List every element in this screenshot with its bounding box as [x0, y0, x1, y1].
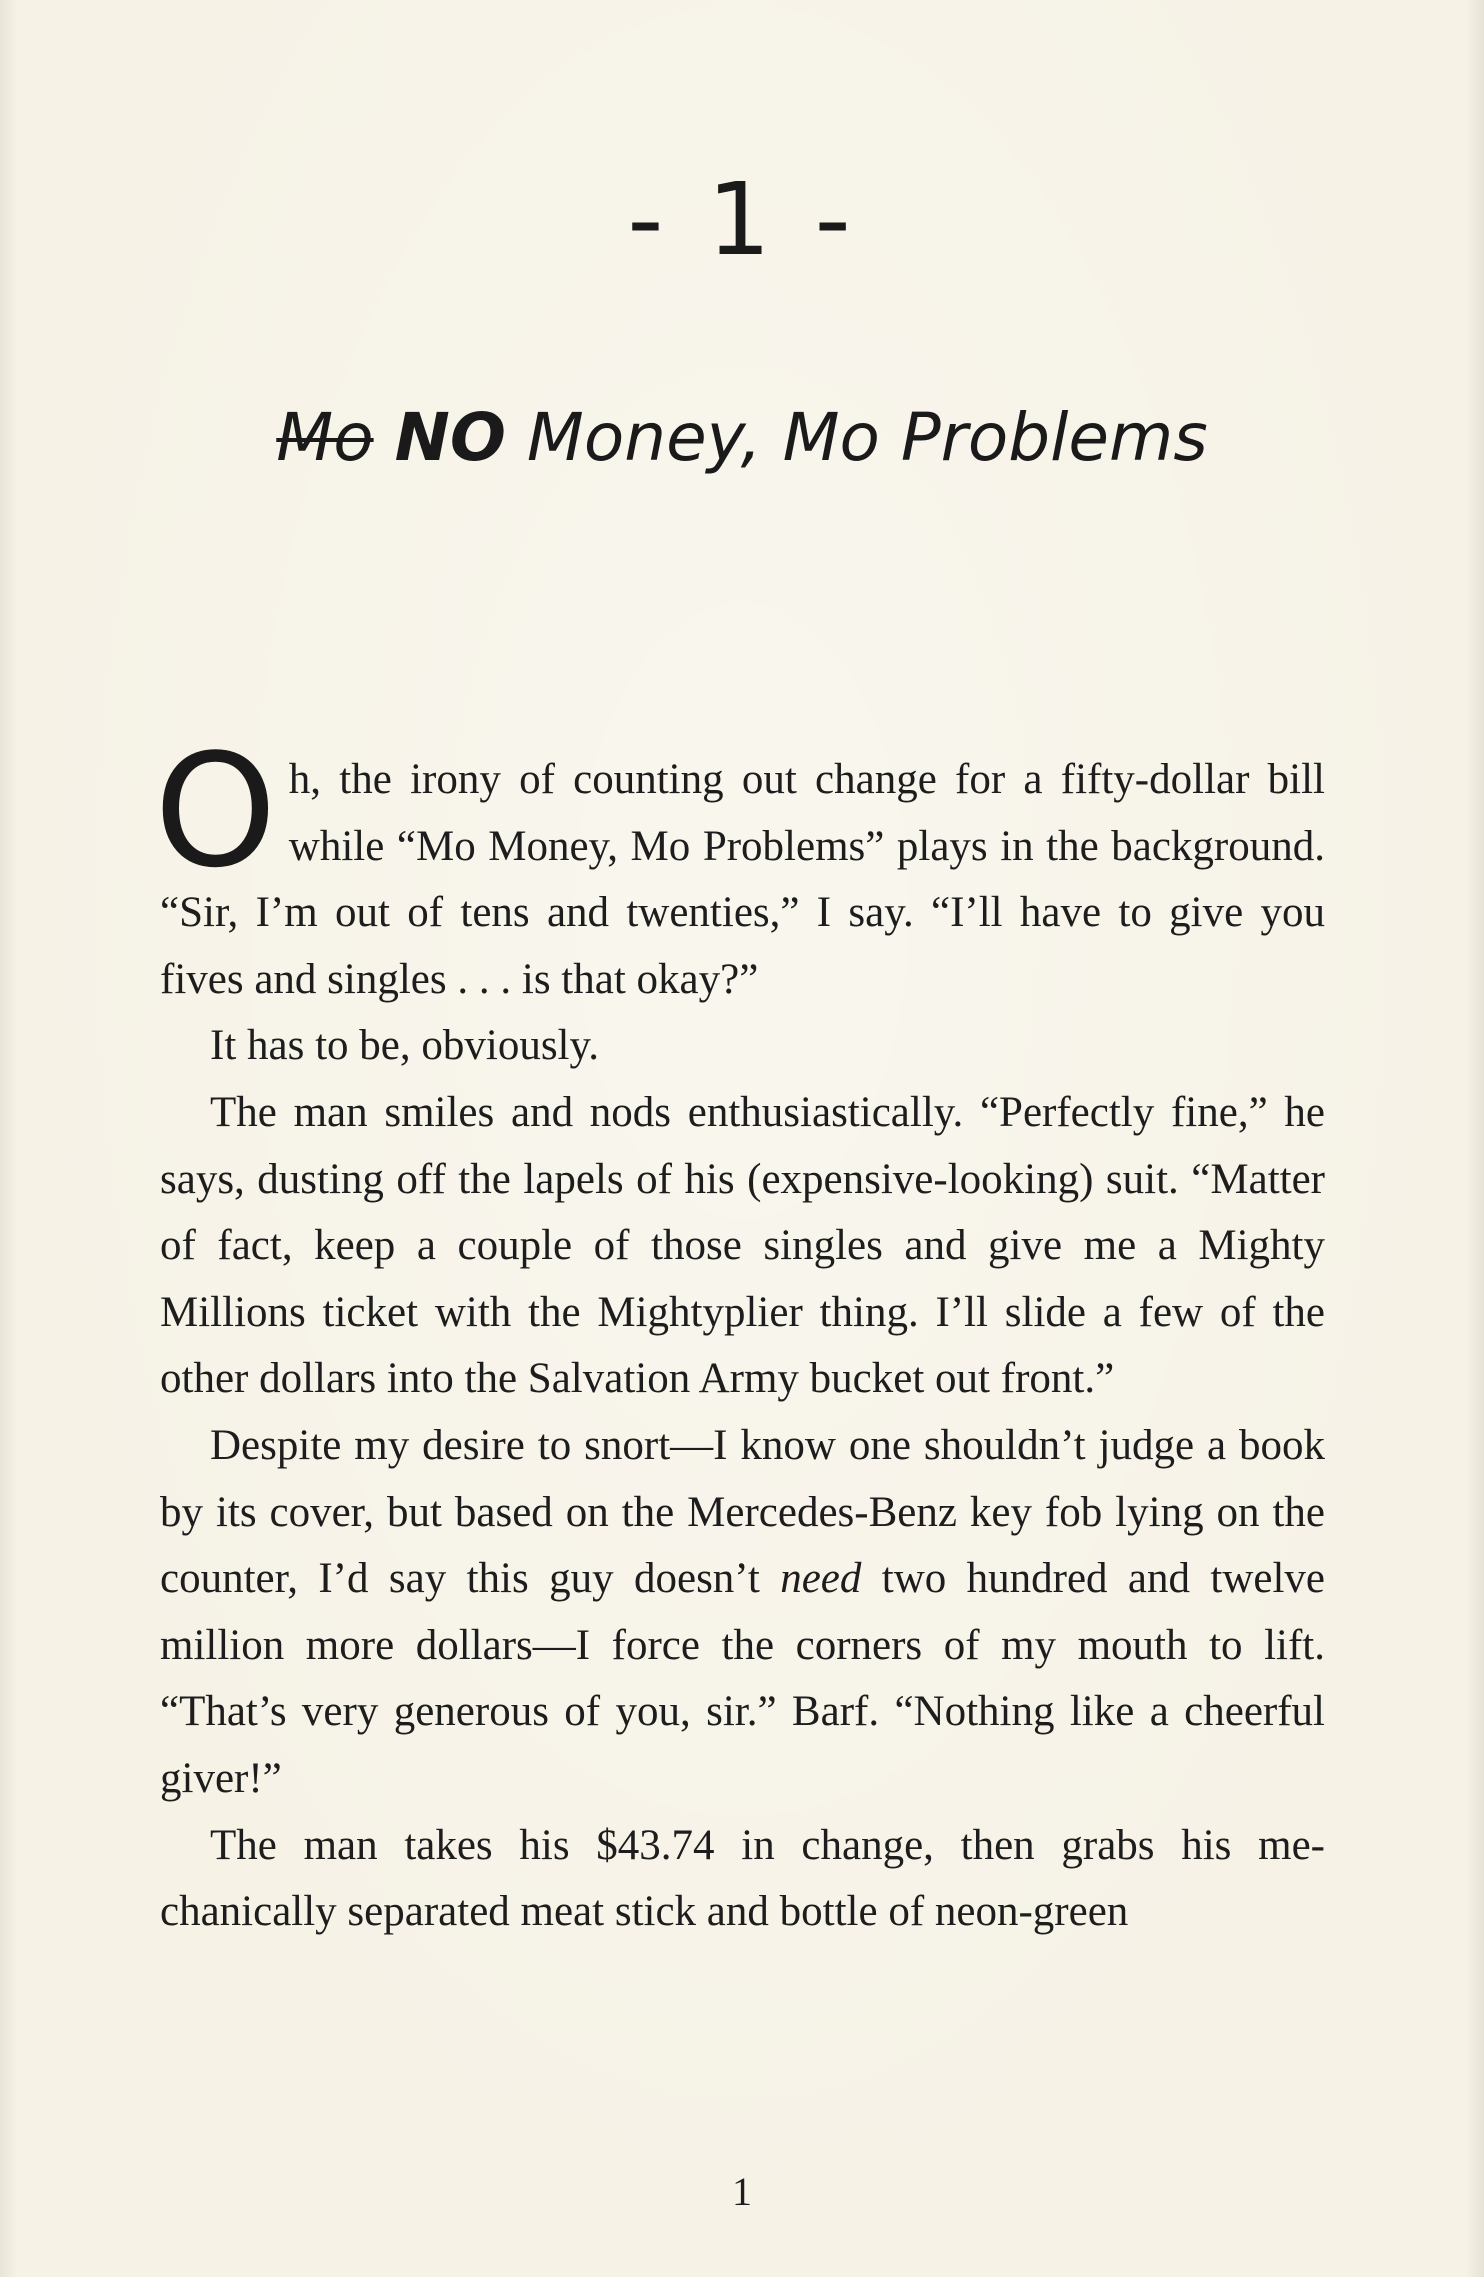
chapter-title-bold-word: NO: [394, 399, 506, 476]
paragraph-4-text-a: Despite my desire to snort—I know one shouldn’t judge a book by its cover, but based on the Mercedes-Benz key fob lying on the counter, I’d say this guy doesn’t: [160, 1421, 1325, 1603]
paragraph-4-text-b: two hundred and twelve million more dollars—I force the corners of my mouth to lift. “That’s very generous of you, sir.” Barf. “Nothing like a cheerful giver!”: [160, 1555, 1326, 1802]
paragraph-4: [160, 1413, 1325, 1813]
drop-cap: O: [154, 720, 277, 902]
chapter-title-struck-word: Mo: [276, 399, 374, 476]
paragraph-1-text: h, the irony of counting out change for a fifty-dollar bill while “Mo Money, Mo Problems” plays in the background. “Sir, I’m out of tens and twenties,” I say. “I’ll have to give you fives and singles . . . is that okay?”: [160, 756, 1325, 1003]
paragraph-3: The man smiles and nods enthusiastically. “Perfectly fine,” he says, dusting off the lapels of his (expensive-looking) suit. “Matter of fact, keep a couple of those singles and give me a Mighty Millions ticket with the Mightyplier thing. I’ll slide a few of the other dollars into the Salvation Army bucket out front.”: [160, 1088, 1325, 1403]
chapter-title: [0, 399, 1484, 476]
emphasis-need: need: [780, 1555, 862, 1603]
paragraph-5: The man takes his $43.74 in change, then grabs his mechanically separated meat stick and bottle of neon-green: [160, 1821, 1325, 1936]
paragraph-2: It has to be, obviously.: [210, 1022, 599, 1070]
body-text: [154, 720, 1326, 1946]
page-number: 1: [732, 2169, 752, 2214]
paragraph-1: [154, 720, 1325, 1013]
chapter-title-rest: Money, Mo Problems: [526, 399, 1208, 476]
chapter-number: - 1 -: [627, 161, 857, 278]
